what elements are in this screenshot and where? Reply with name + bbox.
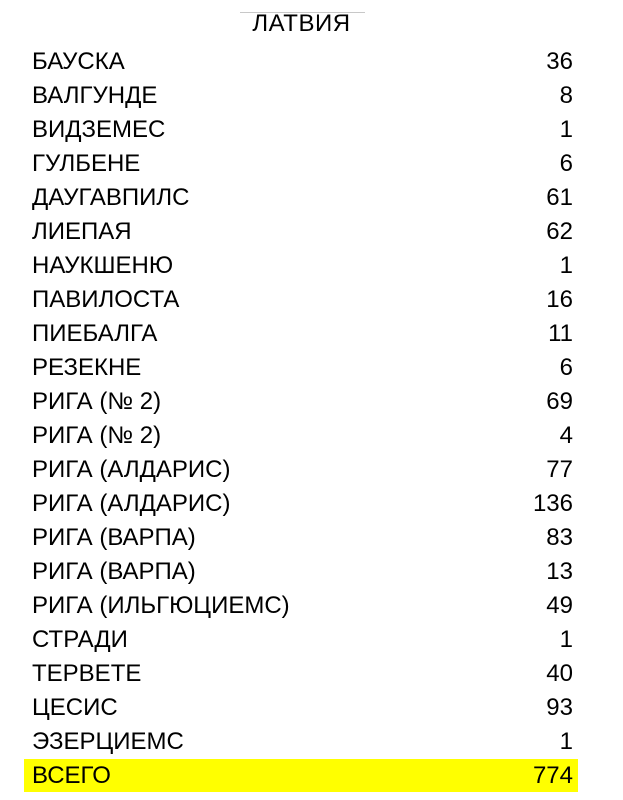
row-name: СТРАДИ bbox=[32, 626, 128, 653]
table-row bbox=[24, 351, 578, 385]
table-row bbox=[24, 521, 578, 555]
table-row bbox=[24, 45, 578, 79]
row-name: РИГА (АЛДАРИС) bbox=[32, 490, 231, 517]
total-label: ВСЕГО bbox=[32, 762, 111, 789]
row-name: ДАУГАВПИЛС bbox=[32, 184, 190, 211]
row-value: 62 bbox=[546, 218, 573, 245]
page-title: ЛАТВИЯ bbox=[252, 10, 351, 37]
row-value: 4 bbox=[559, 422, 573, 449]
table-row bbox=[24, 181, 578, 215]
row-value: 40 bbox=[546, 660, 573, 687]
row-name: НАУКШЕНЮ bbox=[32, 252, 174, 279]
table-row bbox=[24, 589, 578, 623]
row-name: ЛИЕПАЯ bbox=[32, 218, 132, 245]
table-row bbox=[24, 657, 578, 691]
table-row bbox=[24, 283, 578, 317]
row-value: 16 bbox=[546, 286, 573, 313]
table-row bbox=[24, 487, 578, 521]
row-value: 49 bbox=[546, 592, 573, 619]
row-value: 61 bbox=[546, 184, 573, 211]
total-row bbox=[24, 759, 578, 792]
table-row bbox=[24, 79, 578, 113]
row-value: 6 bbox=[559, 150, 573, 177]
row-value: 83 bbox=[546, 524, 573, 551]
table-rows bbox=[24, 45, 578, 759]
row-value: 69 bbox=[546, 388, 573, 415]
row-name: РИГА (ВАРПА) bbox=[32, 524, 196, 551]
table-row bbox=[24, 453, 578, 487]
row-value: 6 bbox=[559, 354, 573, 381]
row-value: 8 bbox=[559, 82, 573, 109]
row-name: РИГА (ВАРПА) bbox=[32, 558, 196, 585]
table-row bbox=[24, 249, 578, 283]
row-name: ТЕРВЕТЕ bbox=[32, 660, 142, 687]
row-name: ВАЛГУНДЕ bbox=[32, 82, 158, 109]
table-row bbox=[24, 317, 578, 351]
row-name: БАУСКА bbox=[32, 48, 125, 75]
table-row bbox=[24, 725, 578, 759]
row-value: 93 bbox=[546, 694, 573, 721]
table-row bbox=[24, 385, 578, 419]
row-value: 1 bbox=[559, 116, 573, 143]
table-row bbox=[24, 623, 578, 657]
table-row bbox=[24, 691, 578, 725]
table-row bbox=[24, 555, 578, 589]
table-row bbox=[24, 215, 578, 249]
row-name: ЭЗЕРЦИЕМС bbox=[32, 728, 184, 755]
row-name: ПИЕБАЛГА bbox=[32, 320, 158, 347]
table-row bbox=[24, 147, 578, 181]
row-name: РИГА (ИЛЬГЮЦИЕМС) bbox=[32, 592, 290, 619]
row-name: РИГА (№ 2) bbox=[32, 388, 162, 415]
row-name: ВИДЗЕМЕС bbox=[32, 116, 166, 143]
row-name: РИГА (№ 2) bbox=[32, 422, 162, 449]
row-name: ПАВИЛОСТА bbox=[32, 286, 180, 313]
row-value: 77 bbox=[546, 456, 573, 483]
row-name: ЦЕСИС bbox=[32, 694, 118, 721]
row-name: РЕЗЕКНЕ bbox=[32, 354, 142, 381]
row-value: 1 bbox=[559, 252, 573, 279]
total-value: 774 bbox=[532, 762, 573, 789]
table-row bbox=[24, 419, 578, 453]
row-value: 11 bbox=[548, 320, 573, 347]
row-value: 13 bbox=[546, 558, 573, 585]
row-value: 36 bbox=[546, 48, 573, 75]
row-value: 1 bbox=[559, 626, 573, 653]
row-name: РИГА (АЛДАРИС) bbox=[32, 456, 231, 483]
row-name: ГУЛБЕНЕ bbox=[32, 150, 141, 177]
table-row bbox=[24, 113, 578, 147]
row-value: 1 bbox=[559, 728, 573, 755]
row-value: 136 bbox=[532, 490, 573, 517]
